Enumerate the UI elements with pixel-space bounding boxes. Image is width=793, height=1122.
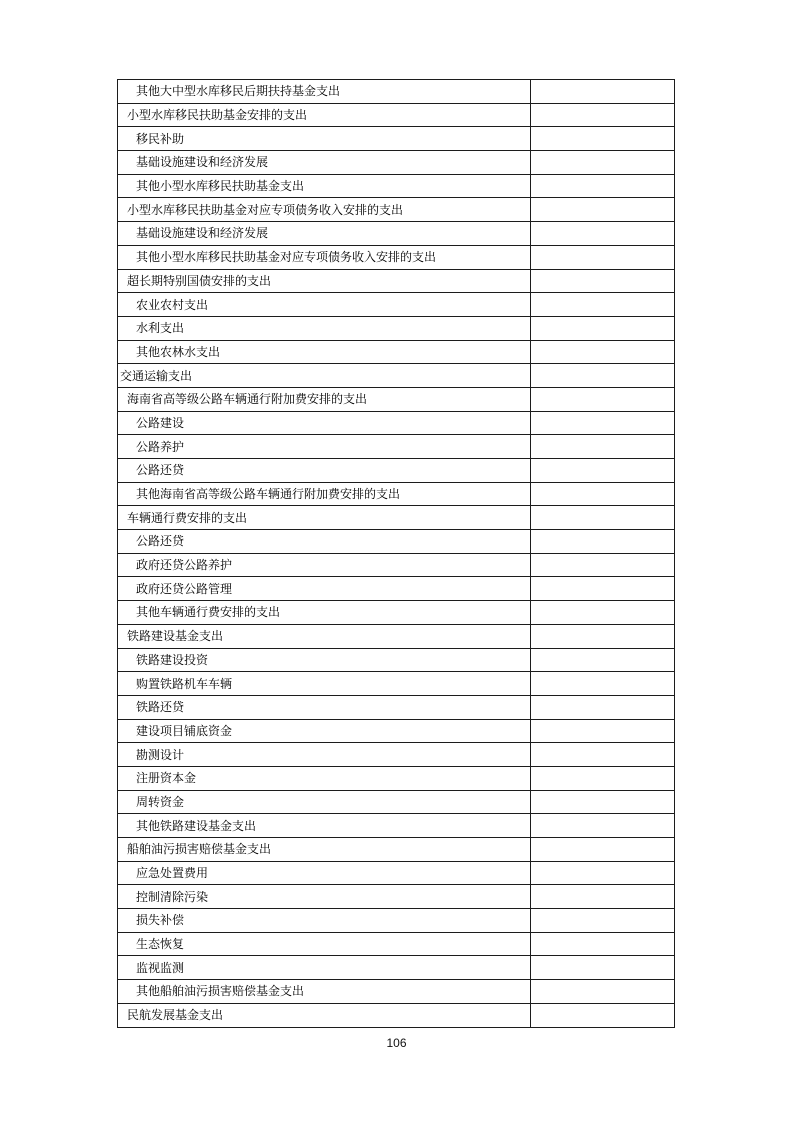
expense-value-cell [531,601,675,625]
expense-item-label: 交通运输支出 [118,364,531,388]
expense-item-label: 监视监测 [118,956,531,980]
table-row [118,695,675,719]
expense-value-cell [531,387,675,411]
expense-item-label: 公路养护 [118,435,531,459]
table-row [118,127,675,151]
expense-item-label: 控制清除污染 [118,885,531,909]
expense-item-label: 建设项目铺底资金 [118,719,531,743]
table-row [118,530,675,554]
table-row [118,814,675,838]
expense-value-cell [531,624,675,648]
expense-value-cell [531,293,675,317]
table-row [118,980,675,1004]
table-row [118,743,675,767]
table-row [118,601,675,625]
expense-item-label: 其他铁路建设基金支出 [118,814,531,838]
expense-value-cell [531,790,675,814]
expense-item-label: 铁路还贷 [118,695,531,719]
expense-value-cell [531,198,675,222]
expense-value-cell [531,435,675,459]
expense-item-label: 其他船舶油污损害赔偿基金支出 [118,980,531,1004]
table-row [118,624,675,648]
expense-value-cell [531,932,675,956]
expense-value-cell [531,695,675,719]
expense-item-label: 其他小型水库移民扶助基金支出 [118,174,531,198]
expense-value-cell [531,553,675,577]
table-row [118,293,675,317]
expense-item-label: 公路还贷 [118,530,531,554]
expense-value-cell [531,411,675,435]
expense-item-label: 民航发展基金支出 [118,1003,531,1027]
expense-value-cell [531,1003,675,1027]
expense-item-label: 其他农林水支出 [118,340,531,364]
expense-value-cell [531,364,675,388]
expense-value-cell [531,719,675,743]
expense-value-cell [531,506,675,530]
table-row [118,103,675,127]
expense-item-label: 其他大中型水库移民后期扶持基金支出 [118,80,531,104]
expense-value-cell [531,269,675,293]
expense-value-cell [531,316,675,340]
expense-item-label: 其他车辆通行费安排的支出 [118,601,531,625]
expense-value-cell [531,814,675,838]
expense-item-label: 勘测设计 [118,743,531,767]
table-row [118,909,675,933]
expense-value-cell [531,885,675,909]
expense-item-label: 政府还贷公路管理 [118,577,531,601]
table-row [118,387,675,411]
table-row [118,577,675,601]
expense-value-cell [531,672,675,696]
expense-value-cell [531,80,675,104]
expense-item-label: 超长期特别国债安排的支出 [118,269,531,293]
expense-value-cell [531,861,675,885]
table-row [118,956,675,980]
expense-item-label: 基础设施建设和经济发展 [118,222,531,246]
expense-item-label: 损失补偿 [118,909,531,933]
expense-item-label: 其他海南省高等级公路车辆通行附加费安排的支出 [118,482,531,506]
expense-item-label: 小型水库移民扶助基金对应专项债务收入安排的支出 [118,198,531,222]
expenditure-table-body [118,80,675,1028]
table-row [118,269,675,293]
expense-item-label: 水利支出 [118,316,531,340]
table-row [118,435,675,459]
expense-value-cell [531,245,675,269]
table-row [118,790,675,814]
table-row [118,198,675,222]
expense-value-cell [531,459,675,483]
expense-item-label: 铁路建设基金支出 [118,624,531,648]
expense-item-label: 政府还贷公路养护 [118,553,531,577]
table-row [118,340,675,364]
expense-value-cell [531,174,675,198]
expense-value-cell [531,340,675,364]
table-row [118,459,675,483]
expense-value-cell [531,909,675,933]
table-row [118,553,675,577]
expense-item-label: 购置铁路机车车辆 [118,672,531,696]
expense-item-label: 车辆通行费安排的支出 [118,506,531,530]
expense-item-label: 移民补助 [118,127,531,151]
table-row [118,222,675,246]
table-row [118,245,675,269]
expense-item-label: 公路建设 [118,411,531,435]
expense-value-cell [531,127,675,151]
table-row [118,838,675,862]
expense-value-cell [531,103,675,127]
expense-value-cell [531,151,675,175]
table-row [118,364,675,388]
table-row [118,766,675,790]
expense-value-cell [531,980,675,1004]
expense-item-label: 生态恢复 [118,932,531,956]
expense-value-cell [531,577,675,601]
expenditure-table [117,79,675,1028]
expense-item-label: 公路还贷 [118,459,531,483]
table-row [118,316,675,340]
expense-value-cell [531,956,675,980]
expense-value-cell [531,743,675,767]
table-row [118,174,675,198]
table-row [118,932,675,956]
table-row [118,411,675,435]
table-row [118,719,675,743]
expense-item-label: 小型水库移民扶助基金安排的支出 [118,103,531,127]
table-row [118,861,675,885]
expense-value-cell [531,766,675,790]
expense-item-label: 海南省高等级公路车辆通行附加费安排的支出 [118,387,531,411]
expense-value-cell [531,222,675,246]
expense-value-cell [531,530,675,554]
expense-value-cell [531,648,675,672]
table-row [118,482,675,506]
table-row [118,672,675,696]
table-row [118,506,675,530]
expense-item-label: 注册资本金 [118,766,531,790]
expense-value-cell [531,482,675,506]
expense-item-label: 基础设施建设和经济发展 [118,151,531,175]
table-row [118,648,675,672]
table-row [118,151,675,175]
expense-item-label: 农业农村支出 [118,293,531,317]
expense-item-label: 其他小型水库移民扶助基金对应专项债务收入安排的支出 [118,245,531,269]
expense-item-label: 船舶油污损害赔偿基金支出 [118,838,531,862]
table-row [118,885,675,909]
expense-item-label: 应急处置费用 [118,861,531,885]
page-number: 106 [386,1036,407,1050]
table-row [118,1003,675,1027]
expense-item-label: 周转资金 [118,790,531,814]
expense-item-label: 铁路建设投资 [118,648,531,672]
table-row [118,80,675,104]
expense-value-cell [531,838,675,862]
